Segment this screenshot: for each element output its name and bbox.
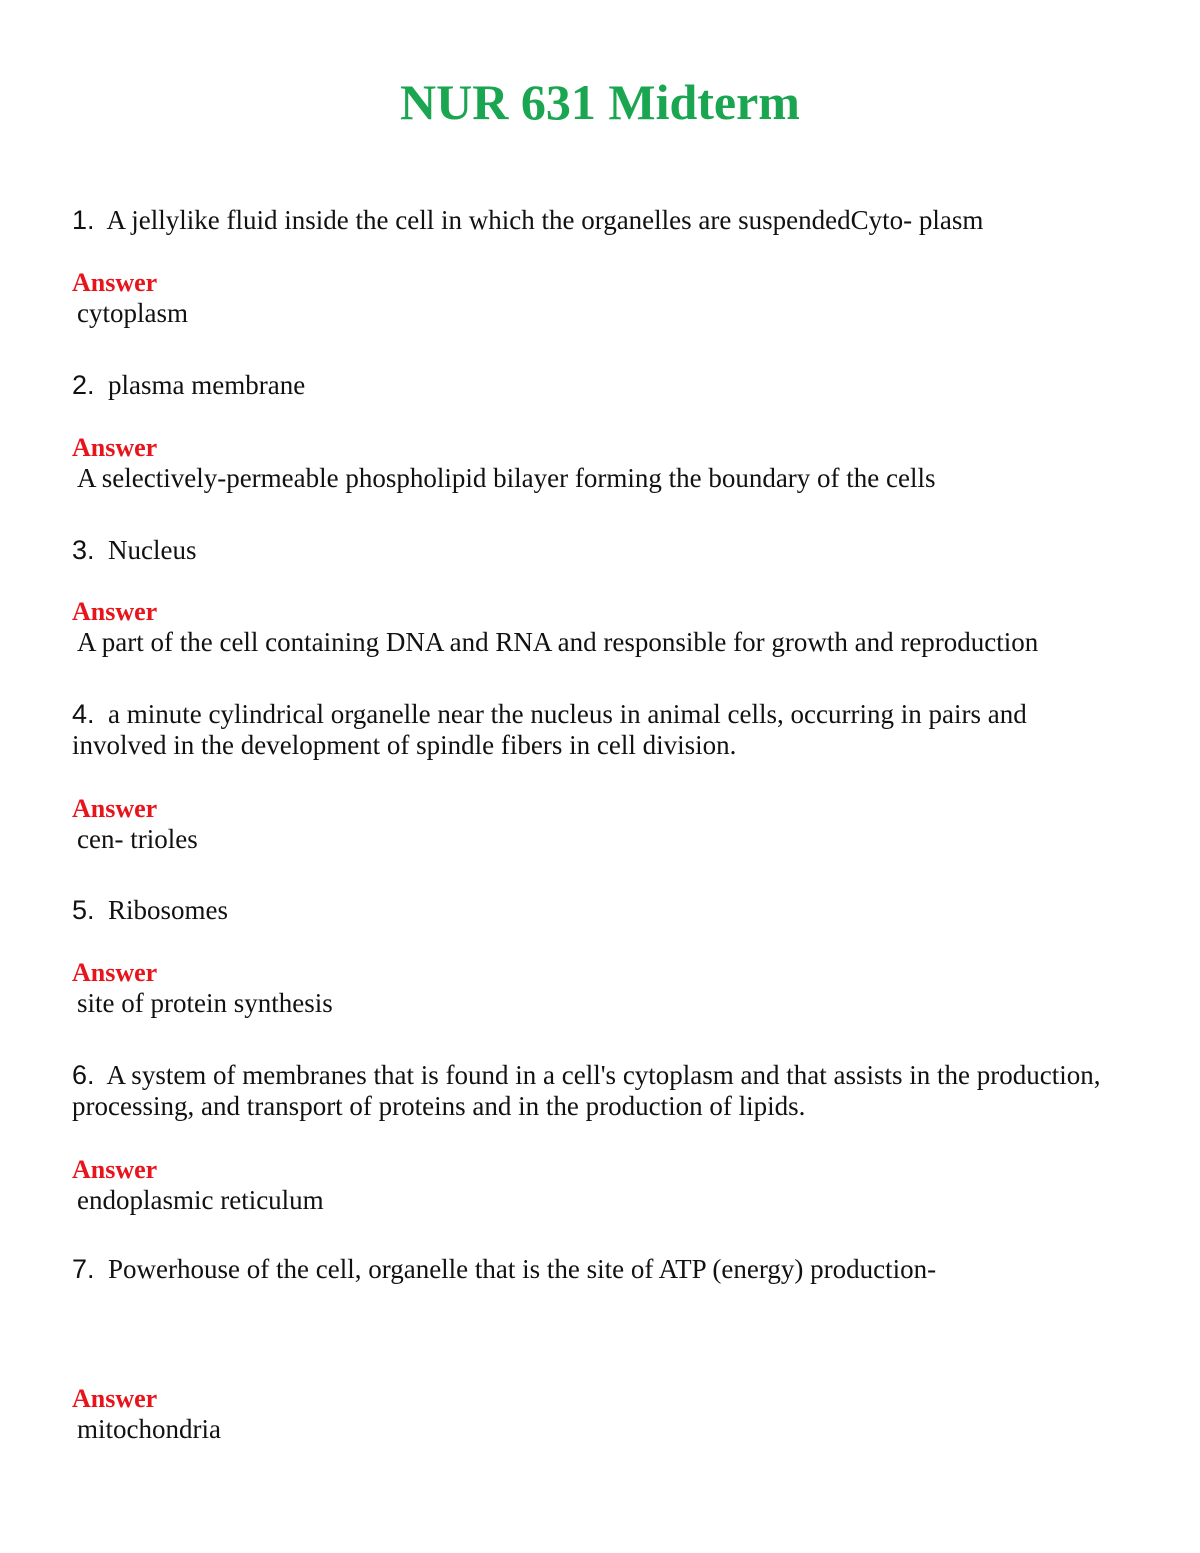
question-7 xyxy=(72,1254,1132,1285)
question-text xyxy=(72,1060,1117,1122)
question-3 xyxy=(72,535,1132,566)
question-number: 4. xyxy=(72,699,95,729)
answer-label: Answer xyxy=(72,958,158,987)
question-number: 5. xyxy=(72,895,95,925)
answer-text: A part of the cell containing DNA and RNA and responsible for growth and reproduction xyxy=(77,627,1039,657)
question-body: a minute cylindrical organelle near the nucleus in animal cells, occurring in pairs and involved in the development of spindle fibers in cell division. xyxy=(72,699,1027,760)
answer-label: Answer xyxy=(72,597,158,626)
answer-label: Answer xyxy=(72,1384,158,1413)
answer-text: cen- trioles xyxy=(77,824,198,854)
answer-text: mitochondria xyxy=(77,1414,221,1444)
answer-5 xyxy=(72,958,1132,1019)
question-number: 7. xyxy=(72,1254,95,1284)
answer-label: Answer xyxy=(72,268,158,297)
answer-6 xyxy=(72,1155,1132,1216)
question-1 xyxy=(72,205,1132,236)
question-text xyxy=(72,1254,1132,1285)
answer-1 xyxy=(72,268,1132,329)
question-text xyxy=(72,370,1132,401)
question-number: 3. xyxy=(72,535,95,565)
answer-4 xyxy=(72,794,1132,855)
question-text xyxy=(72,535,1132,566)
question-4 xyxy=(72,699,1072,761)
question-2 xyxy=(72,370,1132,401)
question-number: 1. xyxy=(72,205,95,235)
question-6 xyxy=(72,1060,1117,1122)
answer-label: Answer xyxy=(72,794,158,823)
question-text xyxy=(72,205,1132,236)
question-body: Nucleus xyxy=(108,535,197,565)
question-5 xyxy=(72,895,1132,926)
question-body: Powerhouse of the cell, organelle that is the site of ATP (energy) production- xyxy=(108,1254,937,1284)
question-body: plasma membrane xyxy=(108,370,306,400)
question-body: Ribosomes xyxy=(108,895,229,925)
answer-text: cytoplasm xyxy=(77,298,188,328)
answer-text: A selectively-permeable phospholipid bilayer forming the boundary of the cells xyxy=(77,463,936,493)
question-number: 6. xyxy=(72,1060,95,1090)
answer-label: Answer xyxy=(72,433,158,462)
answer-3 xyxy=(72,597,1132,658)
answer-text: site of protein synthesis xyxy=(77,988,333,1018)
answer-label: Answer xyxy=(72,1155,158,1184)
question-text xyxy=(72,895,1132,926)
question-body: A system of membranes that is found in a cell's cytoplasm and that assists in the production, processing, and transport of proteins and in the production of lipids. xyxy=(72,1060,1101,1121)
page-title: NUR 631 Midterm xyxy=(400,74,800,130)
answer-7 xyxy=(72,1384,1132,1445)
question-body: A jellylike fluid inside the cell in which the organelles are suspendedCyto- plasm xyxy=(106,205,984,235)
question-text xyxy=(72,699,1072,761)
answer-2 xyxy=(72,433,1132,494)
answer-text: endoplasmic reticulum xyxy=(77,1185,324,1215)
question-number: 2. xyxy=(72,370,95,400)
